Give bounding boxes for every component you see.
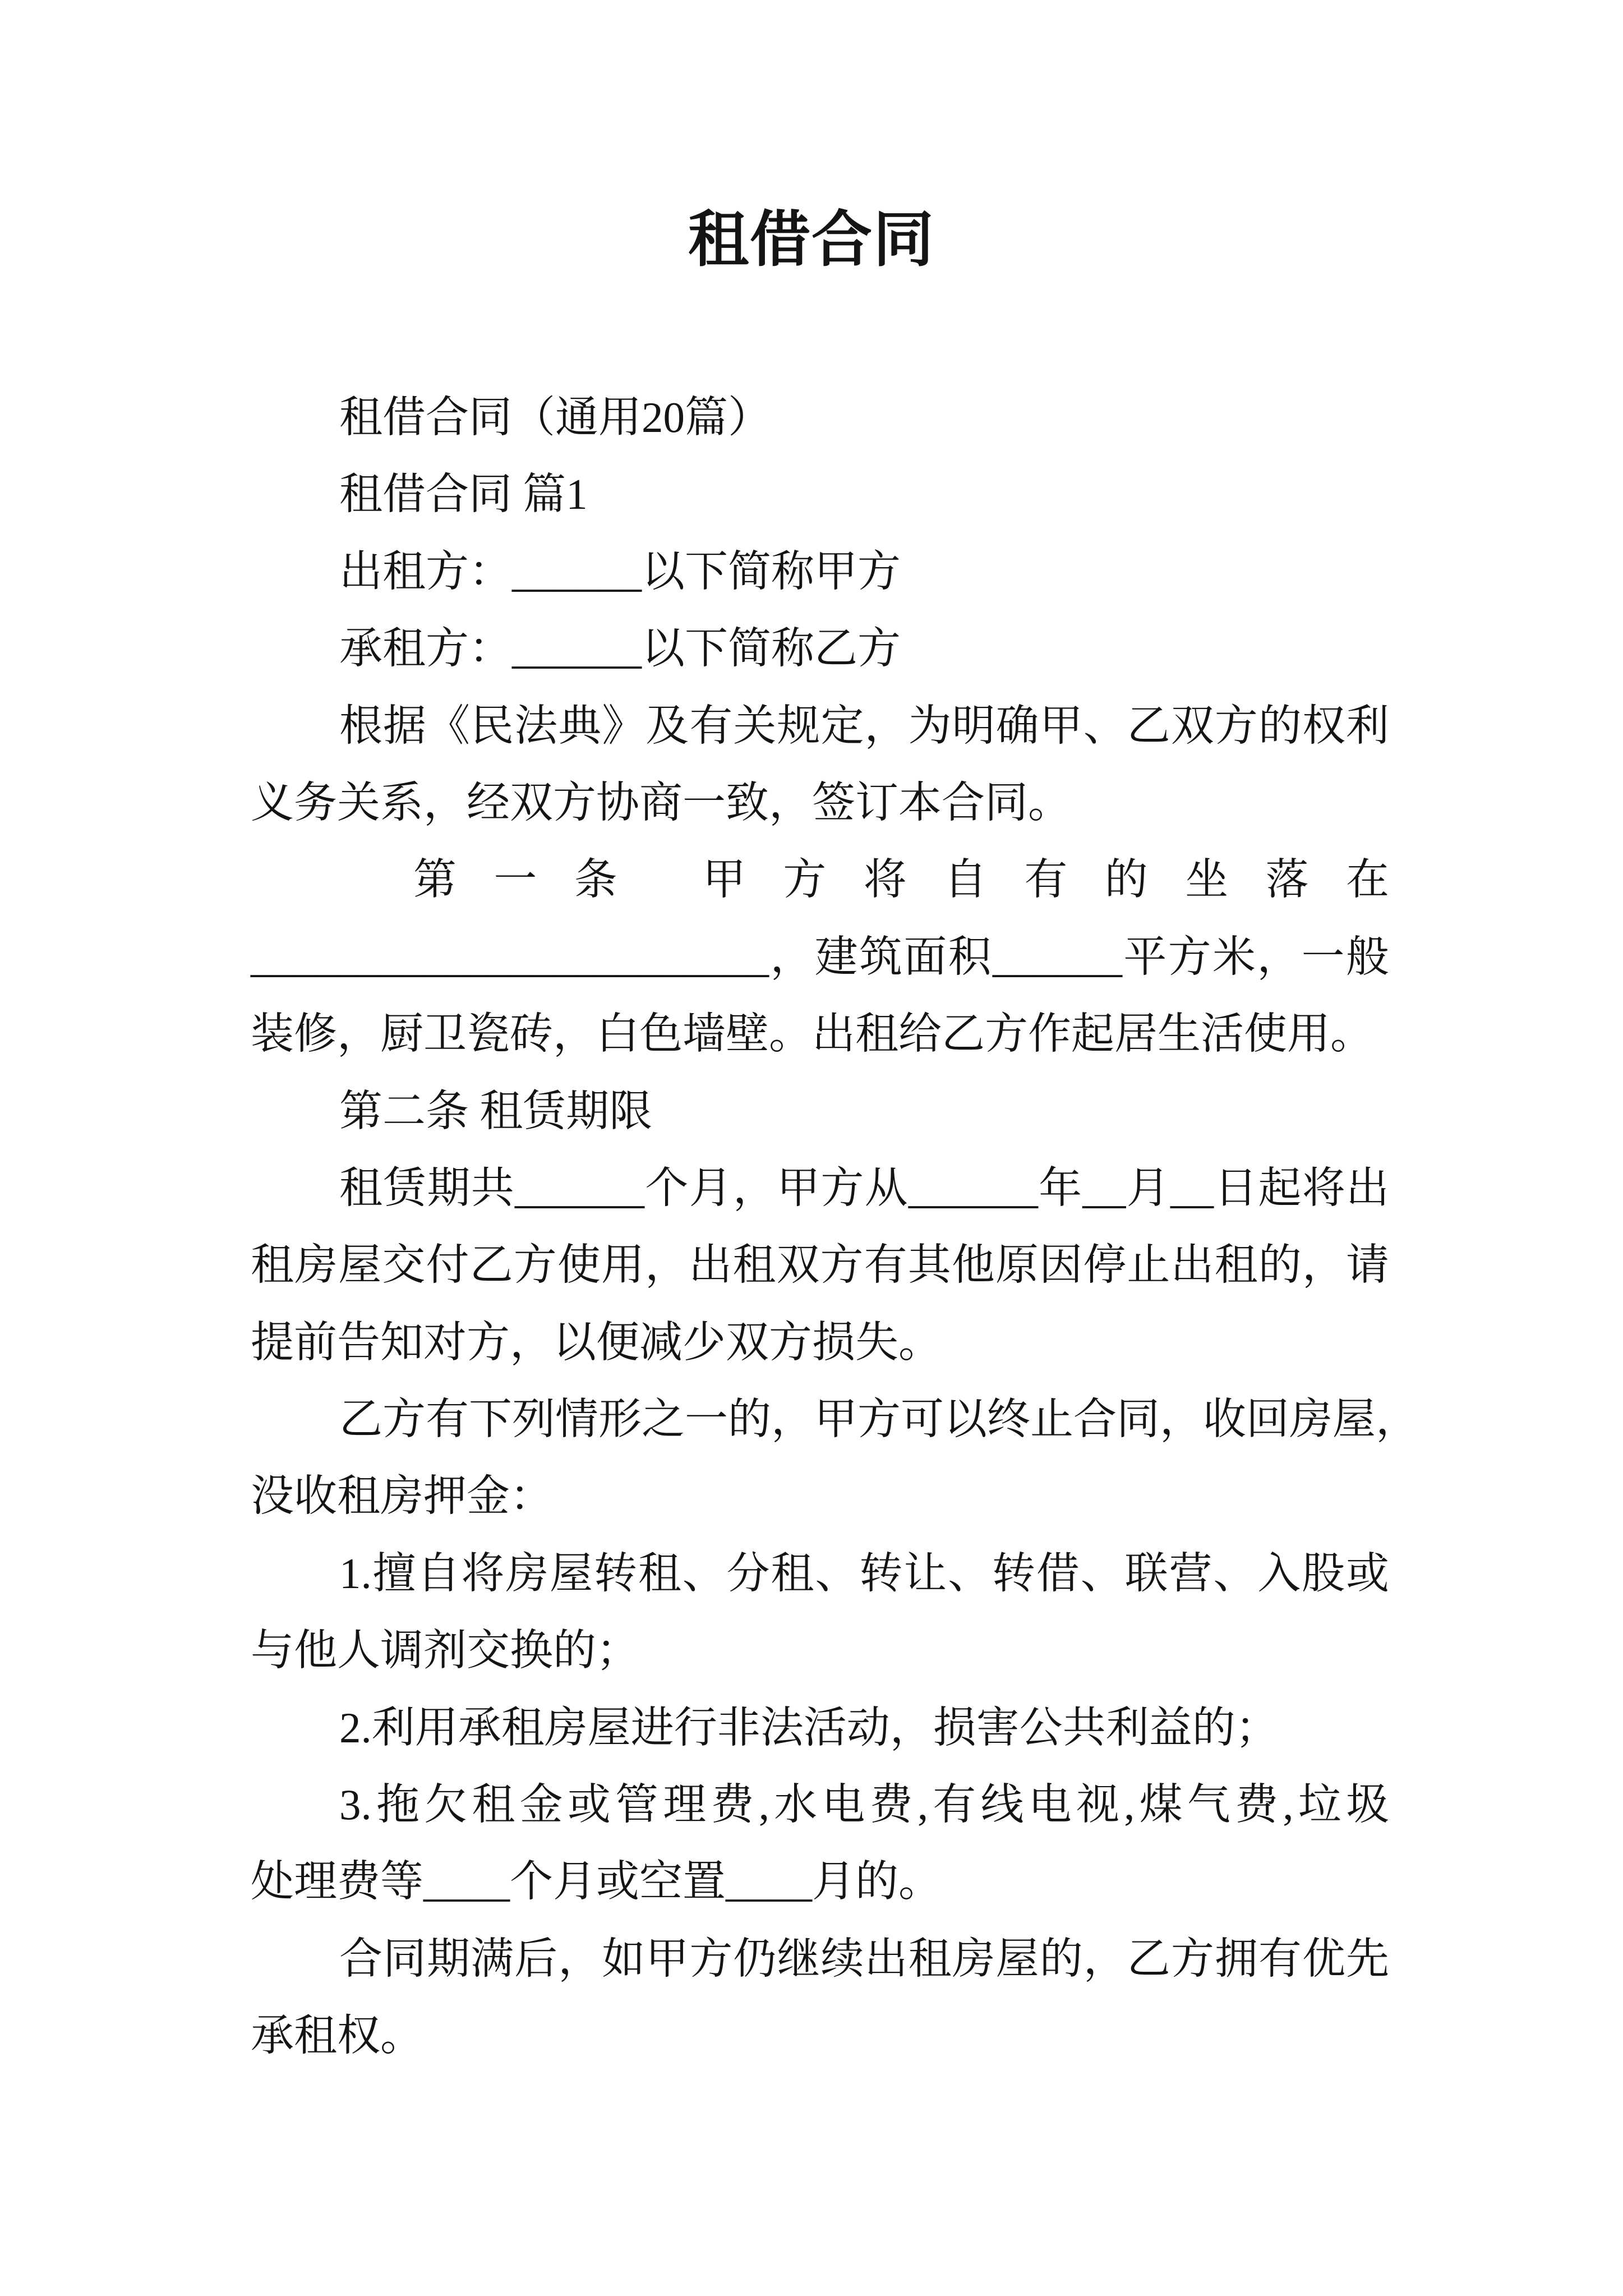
paragraph-line: 提前告知对方，以便减少双方损失。 — [251, 1318, 942, 1366]
section-heading: 租借合同 篇1 — [339, 470, 588, 519]
paragraph-line: 第二条 租赁期限 — [339, 1087, 653, 1135]
paragraph-line: 租赁期共______个月，甲方从______年__月__日起将出 — [339, 1163, 1389, 1212]
condition-2-item — [251, 1690, 1389, 1766]
lessor-field — [251, 533, 1389, 610]
paragraph-line: 根据《民法典》及有关规定，为明确甲、乙双方的权利 — [339, 701, 1389, 750]
termination-conditions-paragraph — [251, 1381, 1419, 1535]
lease-term-paragraph — [251, 1150, 1389, 1381]
paragraph-line: 没收租房押金： — [251, 1472, 553, 1521]
paragraph-line: 处理费等____个月或空置____月的。 — [251, 1857, 942, 1906]
lessee-field — [251, 610, 1389, 687]
paragraph-line: 2.利用承租房屋进行非法活动，损害公共利益的； — [339, 1703, 1279, 1752]
paragraph-line: 第一条 甲方将自有的坐落在 — [413, 855, 1389, 904]
paragraph-line: 出租方：______以下简称甲方 — [339, 547, 901, 596]
condition-1-item — [251, 1535, 1389, 1690]
article-2-heading — [251, 1073, 1389, 1150]
preamble-paragraph — [251, 688, 1389, 842]
paragraph-line: 与他人调剂交换的； — [251, 1626, 639, 1675]
renewal-paragraph — [251, 1921, 1389, 2075]
paragraph-line: 装修，厨卫瓷砖，白色墙壁。出租给乙方作起居生活使用。 — [251, 1010, 1373, 1059]
document-body — [251, 379, 1419, 2075]
paragraph-line: ________________________，建筑面积______平方米，一般 — [251, 932, 1389, 981]
article-1-paragraph — [251, 841, 1389, 1073]
document-subtitle: 租借合同（通用20篇） — [339, 393, 771, 441]
paragraph-line: 承租权。 — [251, 2012, 423, 2060]
paragraph-line: 承租方：______以下简称乙方 — [339, 624, 901, 673]
paragraph-line: 乙方有下列情形之一的，甲方可以终止合同，收回房屋， — [339, 1395, 1419, 1444]
document-title: 租借合同 — [688, 207, 935, 274]
paragraph-line: 租房屋交付乙方使用，出租双方有其他原因停止出租的，请 — [251, 1241, 1389, 1290]
paragraph-line: 3.拖欠租金或管理费,水电费,有线电视,煤气费,垃圾 — [339, 1780, 1389, 1829]
paragraph-line: 义务关系，经双方协商一致，签订本合同。 — [251, 778, 1071, 827]
condition-3-item — [251, 1766, 1389, 1921]
paragraph-line: 1.擅自将房屋转租、分租、转让、转借、联营、入股或 — [339, 1549, 1389, 1598]
paragraph-line: 合同期满后，如甲方仍继续出租房屋的，乙方拥有优先 — [339, 1934, 1389, 1983]
